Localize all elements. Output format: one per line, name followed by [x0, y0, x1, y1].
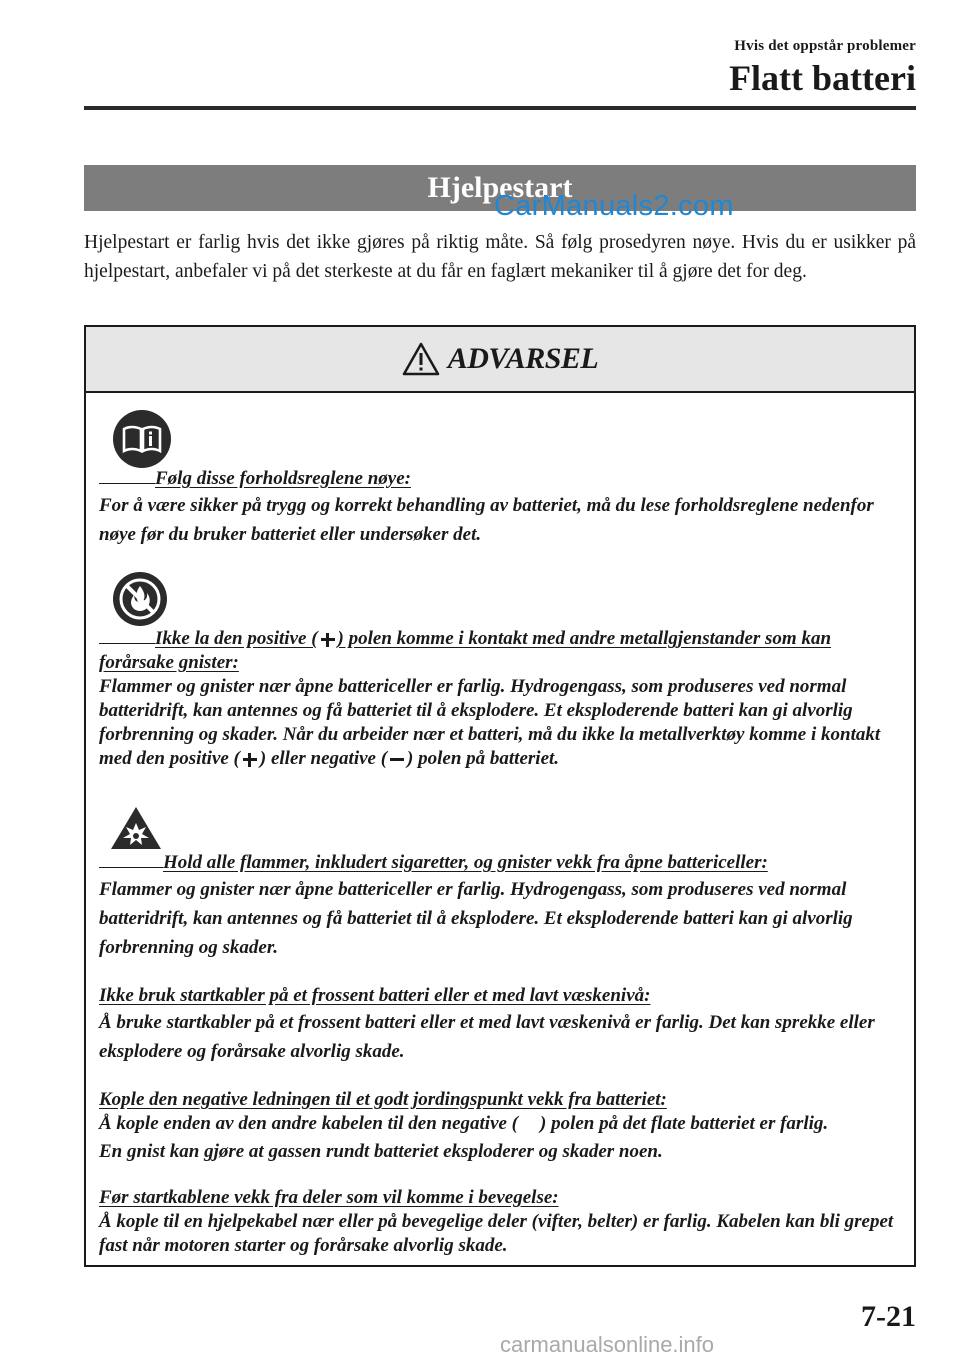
footer-watermark: carmanualsonline.info — [500, 1332, 715, 1357]
header-rule — [84, 106, 916, 110]
plus-symbol-icon — [321, 633, 335, 647]
warning-title: ADVARSEL — [447, 342, 599, 375]
chapter-title: Hvis det oppstår problemer — [734, 38, 916, 54]
warning-heading: Før startkablene vekk fra deler som vil komme i bevegelse: — [99, 1187, 559, 1208]
warning-box — [84, 325, 916, 1267]
warning-text: For å være sikker på trygg og korrekt behandling av batteriet, må du lese forholdsreglene nedenfor nøye før du bruker batteriet eller undersøker det. — [99, 495, 874, 545]
warning-heading: Ikke bruk startkabler på et frossent batteri eller et med lavt væskenivå: — [99, 985, 651, 1006]
warning-text: Å kople til en hjelpekabel nær eller på bevegelige deler (vifter, belter) er farlig. Kabelen kan bli grepet fast når motoren starter og forårsake alvorlig skade. — [99, 1211, 894, 1256]
warning-item — [99, 805, 900, 962]
warning-item — [99, 409, 900, 549]
page-header — [729, 38, 916, 99]
warning-item — [99, 984, 900, 1066]
intro-paragraph: Hjelpestart er farlig hvis det ikke gjøres på riktig måte. Så følg prosedyren nøye. Hvis du er usikker på hjelpestart, anbefaler vi på det sterkeste at du får en faglært mekaniker til å gjøre det for deg. — [84, 232, 916, 282]
warning-heading: Ikke la den positive ( — [155, 628, 318, 649]
minus-symbol-icon — [390, 753, 404, 767]
warning-triangle-icon — [402, 342, 440, 376]
no-flame-icon — [112, 571, 168, 627]
explosion-warning-icon — [109, 805, 163, 851]
warning-header — [86, 327, 914, 393]
warning-item: Ikke la den positive ( ) polen komme i kontakt med andre metallgjenstander som kan forårsake gnister: Flammer og gnister nær åpne battericeller er farlig. Hydrogengass, som produseres ved normal batteridrift, kan antennes og få batteriet til å eksplodere. Et eksploderende batteri kan gi alvorlig forbrenning og skader. Når du arbeider nær et batteri, må du ikke la metallverktøy komme i kontakt med den positive ( ) eller negative ( ) polen på batteriet. — [99, 571, 900, 771]
warning-heading: Følg disse forholdsreglene nøye: — [155, 468, 411, 489]
read-manual-icon — [112, 409, 172, 469]
warning-body — [86, 393, 914, 1258]
warning-text: Flammer og gnister nær åpne battericeller er farlig. Hydrogengass, som produseres ved normal batteridrift, kan antennes og få batteriet til å eksplodere. Et eksploderende batteri kan gi alvorlig forbrenning og skader. — [99, 879, 853, 958]
warning-text: Flammer og gnister nær åpne battericeller er farlig. Hydrogengass, som produseres ved normal batteridrift, kan antennes og få batteriet til å eksplodere. Et eksploderende batteri kan gi alvorlig forbrenning og skader. Når du arbeider nær et batteri, må du ikke la metallverktøy komme i kontakt med den positive ( ) eller negative ( ) polen på batteriet. — [99, 676, 881, 769]
warning-text: Å kople enden av den andre kabelen til den negative ( ) polen på det flate batteriet er farlig. — [99, 1113, 829, 1134]
section-title: Flatt batteri — [729, 58, 916, 98]
watermark: CarManuals2.com — [494, 190, 734, 222]
warning-heading: Hold alle flammer, inkludert sigaretter, og gnister vekk fra åpne battericeller: — [163, 852, 768, 873]
plus-symbol-icon — [243, 753, 257, 767]
warning-text: En gnist kan gjøre at gassen rundt batteriet eksploderer og skader noen. — [99, 1141, 663, 1162]
warning-item — [99, 1088, 900, 1164]
topic-banner: Hjelpestart — [84, 165, 916, 211]
page-number: 7-21 — [861, 1300, 916, 1333]
warning-text: Å bruke startkabler på et frossent batteri eller et med lavt væskenivå er farlig. Det kan sprekke eller eksplodere og forårsake alvorlig skade. — [99, 1012, 875, 1062]
warning-item — [99, 1186, 900, 1258]
warning-heading: Kople den negative ledningen til et godt jordingspunkt vekk fra batteriet: — [99, 1089, 667, 1110]
